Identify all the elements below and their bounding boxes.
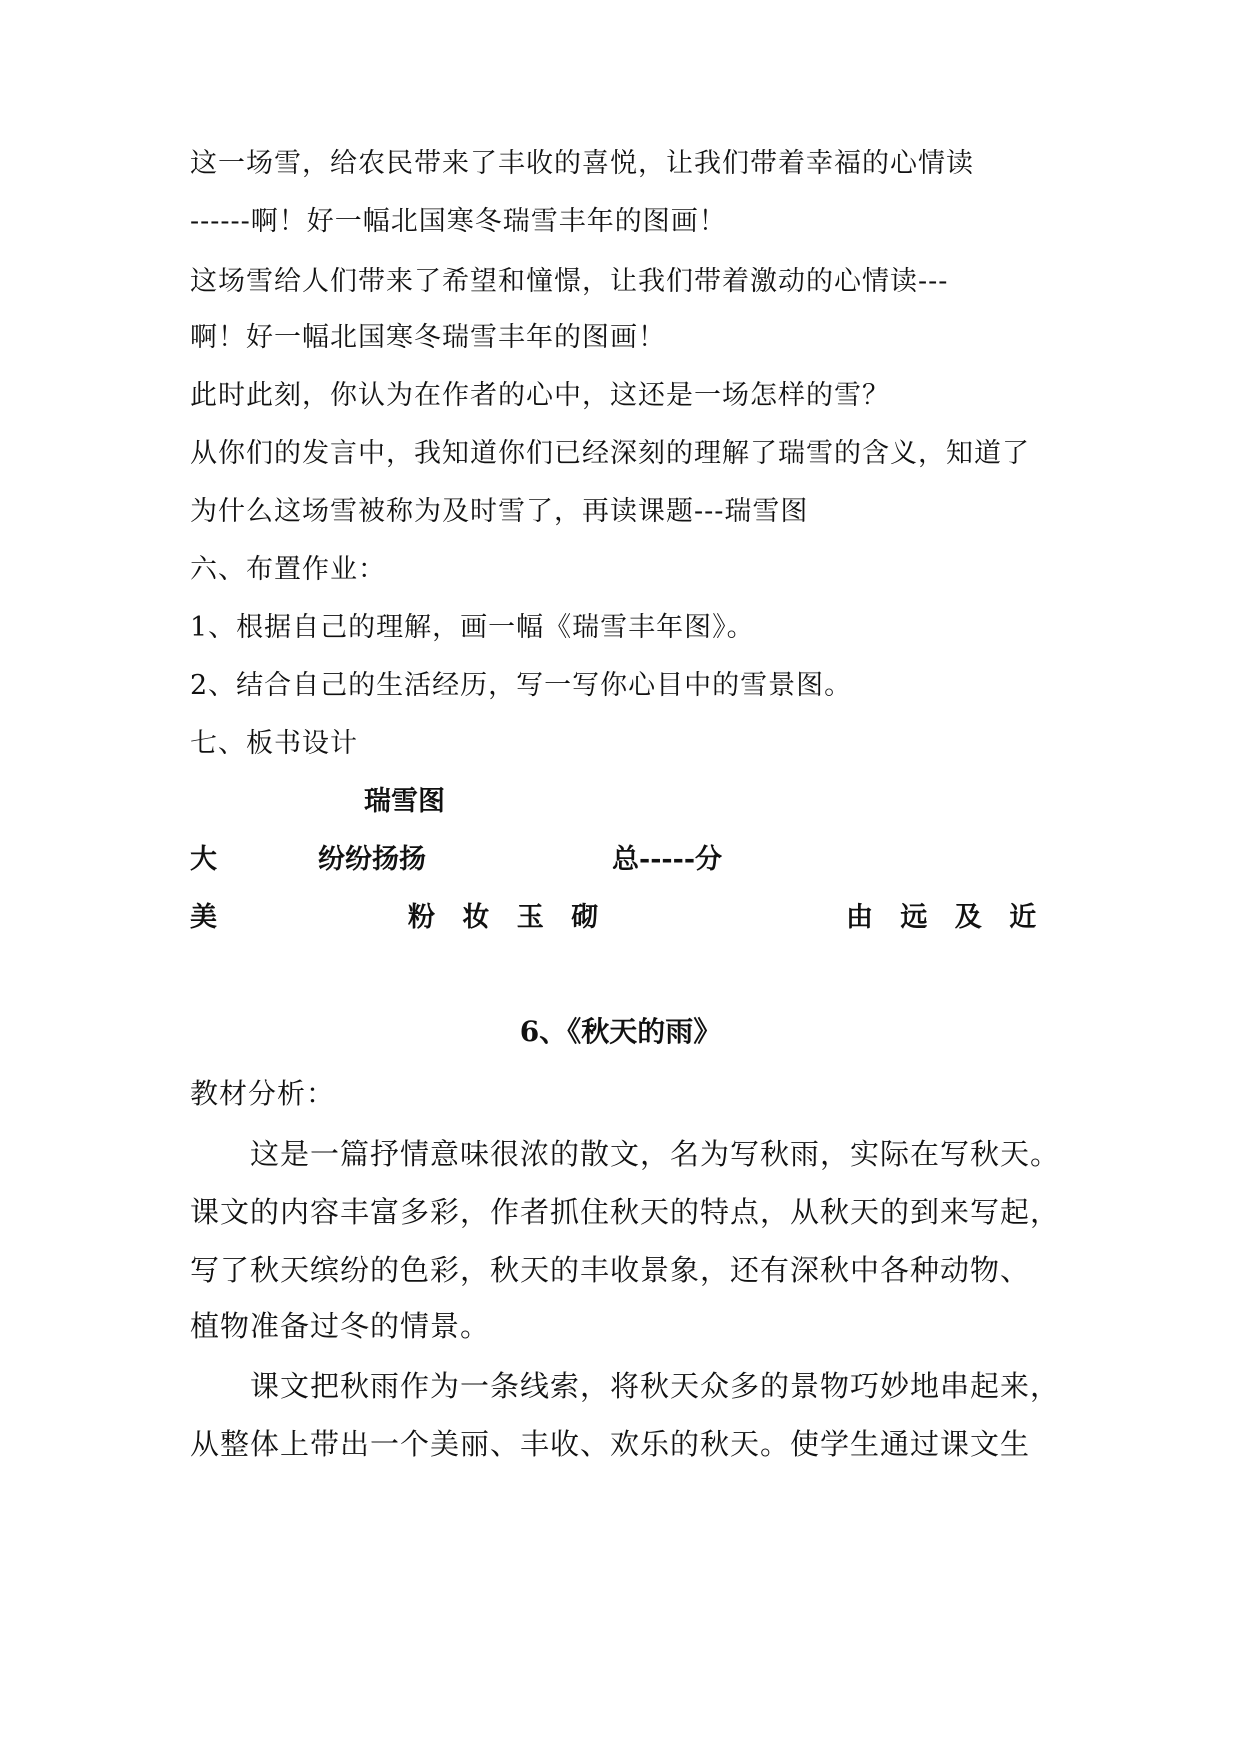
section-heading-homework: 六、布置作业：	[190, 554, 386, 585]
board-cell: 粉 妆 玉 砌	[408, 902, 599, 933]
paragraph-line: 从整体上带出一个美丽、丰收、欢乐的秋天。使学生通过课文生	[190, 1427, 1031, 1461]
text-line: 为什么这场雪被称为及时雪了，再读课题---瑞雪图	[190, 496, 809, 527]
paragraph-line: 这是一篇抒情意味很浓的散文，名为写秋雨，实际在写秋天。	[250, 1137, 1061, 1171]
text-line: 啊！好一幅北国寒冬瑞雪丰年的图画！	[190, 322, 666, 353]
paragraph-line: 植物准备过冬的情景。	[190, 1309, 491, 1343]
paragraph-line: 课文的内容丰富多彩，作者抓住秋天的特点，从秋天的到来写起，	[190, 1195, 1061, 1229]
board-cell: 美	[190, 902, 217, 933]
text-line: 这场雪给人们带来了希望和憧憬，让我们带着激动的心情读---	[190, 266, 949, 297]
paragraph-line: 课文把秋雨作为一条线索，将秋天众多的景物巧妙地串起来，	[250, 1369, 1061, 1403]
text-line: 从你们的发言中，我知道你们已经深刻的理解了瑞雪的含义，知道了	[190, 438, 1030, 469]
board-cell: 由 远 及 近	[846, 902, 1037, 933]
text-line: 此时此刻，你认为在作者的心中，这还是一场怎样的雪？	[190, 380, 890, 411]
paragraph-line: 写了秋天缤纷的色彩，秋天的丰收景象，还有深秋中各种动物、	[190, 1253, 1031, 1287]
board-title: 瑞雪图	[364, 786, 445, 817]
lesson-title: 6、《秋天的雨》	[519, 1015, 722, 1048]
board-cell: 纷纷扬扬	[318, 844, 426, 875]
board-cell: 总-----分	[612, 844, 723, 875]
text-line: 这一场雪，给农民带来了丰收的喜悦，让我们带着幸福的心情读	[190, 148, 974, 179]
homework-item: 2、结合自己的生活经历，写一写你心目中的雪景图。	[190, 670, 853, 701]
section-heading-board-design: 七、板书设计	[190, 728, 358, 759]
board-cell: 大	[190, 844, 217, 875]
text-line: ------啊！好一幅北国寒冬瑞雪丰年的图画！	[190, 206, 727, 237]
section-heading-analysis: 教材分析：	[190, 1077, 336, 1110]
homework-item: 1、根据自己的理解，画一幅《瑞雪丰年图》。	[190, 612, 755, 643]
